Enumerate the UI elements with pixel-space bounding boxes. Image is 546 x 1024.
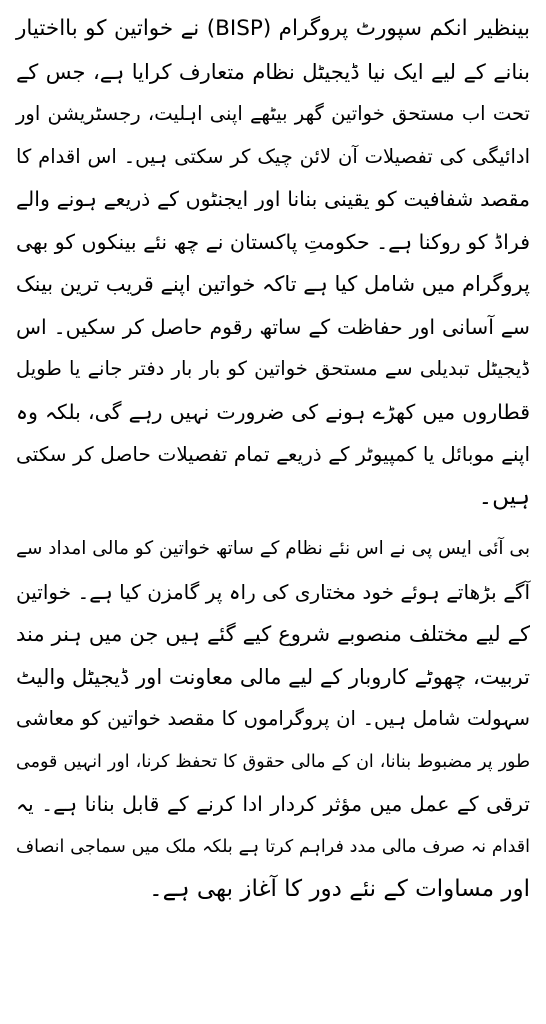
paragraph-bisp-digital-system bbox=[16, 8, 530, 518]
paragraph-line: بی آئی ایس پی نے اس نئے نظام کے ساتھ خواتین کو مالی امداد سے bbox=[16, 538, 530, 559]
paragraph-line: بینظیر انکم سپورٹ پروگرام (BISP) نے خواتین کو بااختیار bbox=[16, 16, 530, 41]
paragraph-line: مقصد شفافیت کو یقینی بنانا اور ایجنٹوں کے ذریعے ہونے والے bbox=[16, 187, 530, 211]
paragraph-line: آگے بڑھاتے ہوئے خود مختاری کی راہ پر گامزن کیا ہے۔ خواتین bbox=[16, 579, 530, 604]
paragraph-line: بنانے کے لیے ایک نیا ڈیجیٹل نظام متعارف کرایا ہے، جس کے bbox=[16, 59, 530, 84]
paragraph-line: کے لیے مختلف منصوبے شروع کیے گئے ہیں جن میں ہنر مند bbox=[16, 622, 530, 646]
paragraph-line: سے آسانی اور حفاظت کے ساتھ رقوم حاصل کر سکیں۔ اس bbox=[16, 314, 530, 339]
paragraph-women-empowerment bbox=[16, 528, 530, 911]
paragraph-spacer bbox=[16, 518, 530, 528]
paragraph-line: تحت اب مستحق خواتین گھر بیٹھے اپنی اہلیت، رجسٹریشن اور bbox=[16, 102, 530, 125]
paragraph-line: ترقی کے عمل میں مؤثر کردار ادا کرنے کے قابل بنانا ہے۔ یہ bbox=[16, 792, 530, 816]
paragraph-line: سہولت شامل ہیں۔ ان پروگراموں کا مقصد خواتین کو معاشی bbox=[16, 707, 530, 730]
paragraph-line: ڈیجیٹل تبدیلی سے مستحق خواتین کو بار بار دفتر جانے یا طویل bbox=[16, 357, 530, 380]
paragraph-line: طور پر مضبوط بنانا، ان کے مالی حقوق کا تحفظ کرنا، اور انہیں قومی bbox=[16, 751, 530, 772]
paragraph-line: ہیں۔ bbox=[478, 483, 530, 510]
paragraph-line: قطاروں میں کھڑے ہونے کی ضرورت نہیں رہے گی، بلکہ وہ bbox=[16, 399, 530, 424]
paragraph-line: فراڈ کو روکنا ہے۔ حکومتِ پاکستان نے چھ نئے بینکوں کو بھی bbox=[15, 229, 530, 254]
paragraph-line: پروگرام میں شامل کیا ہے تاکہ خواتین اپنے قریب ترین بینک bbox=[15, 272, 530, 296]
paragraph-line: اقدام نہ صرف مالی مدد فراہم کرتا ہے بلکہ ملک میں سماجی انصاف bbox=[16, 836, 530, 857]
paragraph-line: تربیت، چھوٹے کاروبار کے لیے مالی معاونت اور ڈیجیٹل والیٹ bbox=[16, 664, 530, 689]
paragraph-line: ادائیگی کی تفصیلات آن لائن چیک کر سکتی ہیں۔ اس اقدام کا bbox=[16, 144, 530, 168]
paragraph-line: اور مساوات کے نئے دور کا آغاز بھی ہے۔ bbox=[149, 876, 530, 902]
paragraph-line: اپنے موبائل یا کمپیوٹر کے ذریعے تمام تفصیلات حاصل کر سکتی bbox=[16, 442, 530, 466]
